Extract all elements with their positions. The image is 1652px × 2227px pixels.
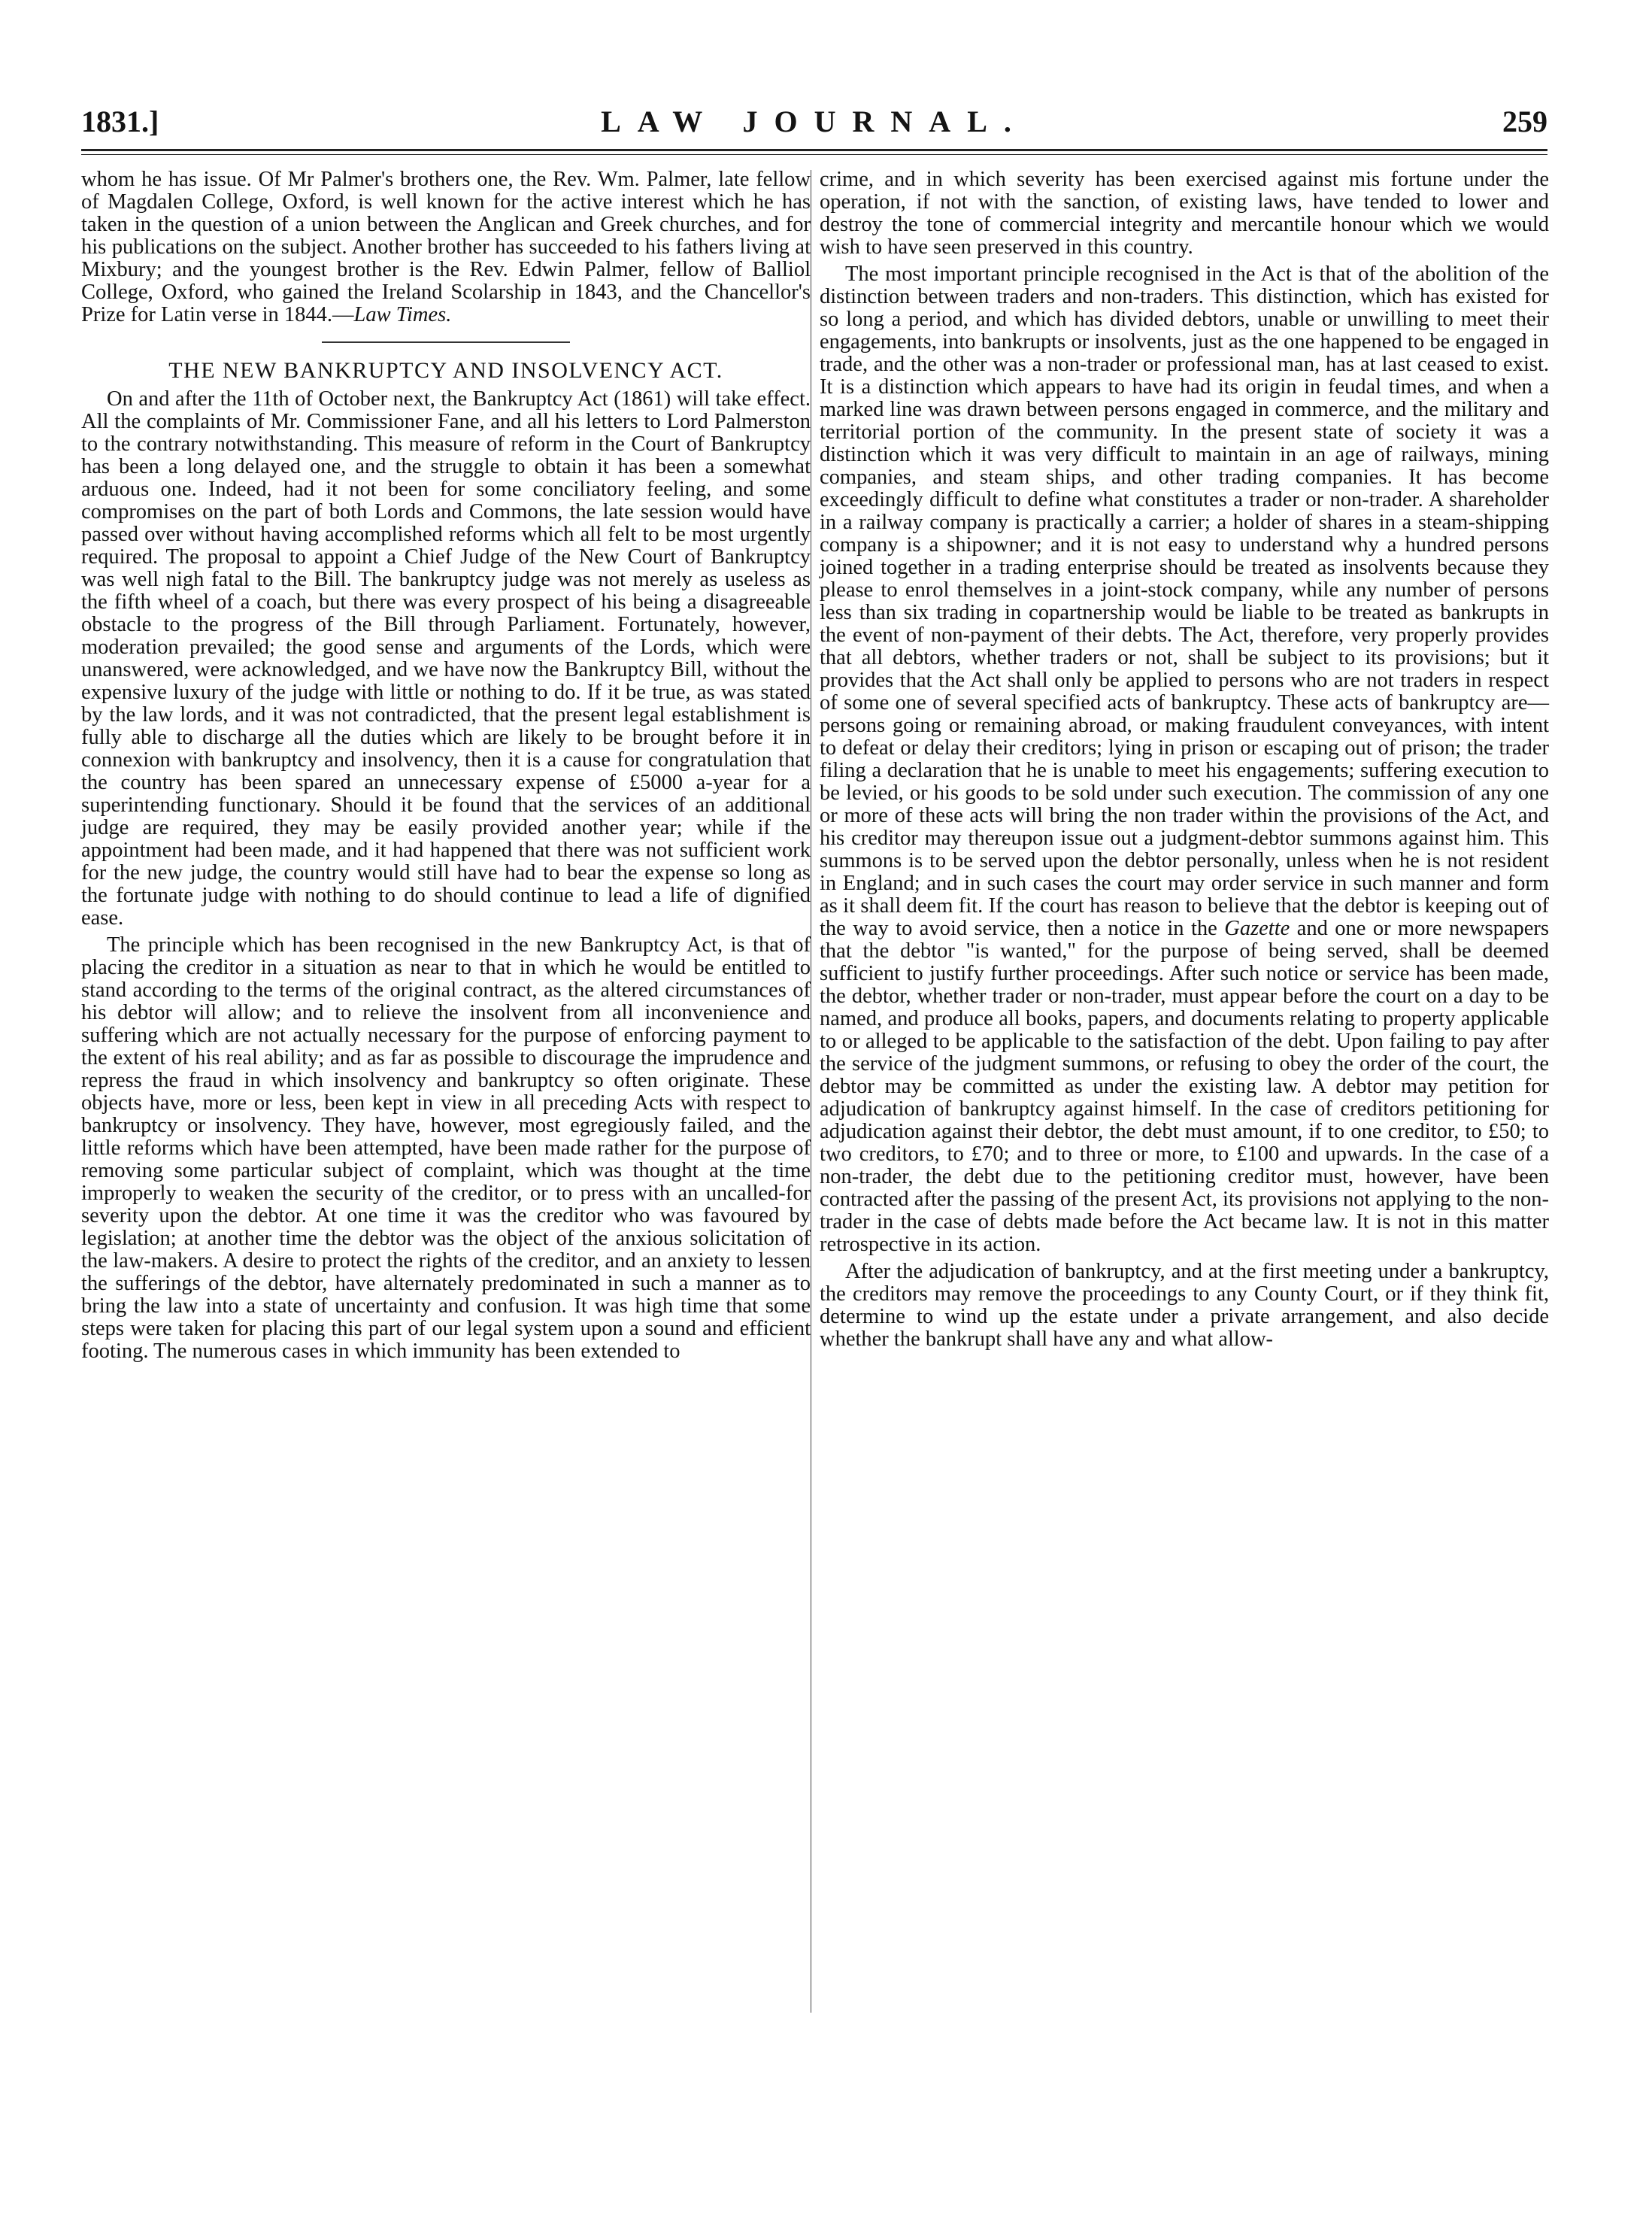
- article-paragraph: The principle which has been recognised in the new Bankruptcy Act, is that of placing the creditor in a situation as near to that in which he would be entitled to stand according to the terms of the original contract, as the altered circumstances of his debtor will allow; and to relieve the insolvent from all inconvenience and suffering which are not actually necessary for the purpose of enforcing payment to the extent of his real ability; and as far as possible to discourage the imprudence and repress the fraud in which insolvency and bankruptcy so often originate. These objects have, more or less, been kept in view in all preceding Acts with respect to bankruptcy or insolvency. They have, however, most egregiously failed, and the little reforms which have been attempted, have been made rather for the purpose of removing some particular subject of complaint, which was thought at the time improperly to weaken the security of the creditor, or to press with an uncalled-for severity upon the debtor. At one time it was the creditor who was favoured by legislation; at another time the debtor was the object of the anxious solicitation of the law-makers. A desire to protect the rights of the creditor, and an anxiety to lessen the sufferings of the debtor, have alternately predominated in such a manner as to bring the law into a state of uncertainty and confusion. It was high time that some steps were taken for placing this part of our legal system upon a sound and efficient footing. The numerous cases in which immunity has been extended to: [81, 933, 811, 1363]
- intro-source: Law Times.: [353, 303, 452, 326]
- article-paragraph: crime, and in which severity has been exercised against mis fortune under the operation, if not with the sanction, of existing laws, have tended to lower and destroy the tone of commercial integrity and mercantile honour which we would wish to have seen preserved in this country.: [820, 168, 1549, 259]
- section-divider: [322, 341, 570, 343]
- header-rule-thin: [81, 154, 1547, 155]
- page-number: 259: [1502, 105, 1547, 138]
- journal-title: LAW JOURNAL.: [601, 105, 1028, 138]
- paragraph-text: and one or more newspapers that the debtor "is wanted," for the purpose of being served, shall be deemed sufficient to justify further proceedings. After such notice or service has been made, the debtor, whether trader or non-trader, must appear before the court on a day to be named, and produce all books, papers, and documents relating to property applicable to or alleged to be applicable to the satisfaction of the debt. Upon failing to pay after the service of the judgment summons, or refusing to obey the order of the court, the debtor may be committed as under the existing law. A debtor may petition for adjudication of bankruptcy against himself. In the case of creditors petitioning for adjudication against their debtor, the debt must amount, if to one creditor, to £50; to two creditors, to £70; and to three or more, to £100 and upwards. In the case of a non-trader, the debt due to the petitioning creditor must, however, have been contracted after the passing of the present Act, its provisions not applying to the non-trader in the case of debts made before the Act became law. It is not in this matter retrospective in its action.: [820, 917, 1549, 1256]
- paragraph-text: The most important principle recognised in the Act is that of the abolition of the distinction between traders and non-traders. This distinction, which has existed for so long a period, and which has divided debtors, unable or unwilling to meet their engagements, into bankrupts or insolvents, just as the one happened to be engaged in trade, and the other was a non-trader or professional man, has at last ceased to exist. It is a distinction which appears to have had its origin in feudal times, and when a marked line was drawn between persons engaged in commerce, and the military and territorial portion of the community. In the present state of society it was a distinction which it was very difficult to maintain in an age of railways, mining companies, and steam ships, and other trading companies. It has become exceedingly difficult to define what constitutes a trader or non-trader. A shareholder in a railway company is practically a carrier; a holder of shares in a steam-shipping company is a shipowner; and it is not easy to understand why a hundred persons joined together in a trading enterprise should be treated as insolvents because they please to enrol themselves in a joint-stock company, while any number of persons less than six trading in copartnership would be liable to be treated as bankrupts in the event of non-payment of their debts. The Act, therefore, very properly provides that all debtors, whether traders or not, shall be subject to its provisions; but it provides that the Act shall only be applied to persons who are not traders in respect of some one of several specified acts of bankruptcy. These acts of bankruptcy are—persons going or remaining abroad, or making fraudulent conveyances, with intent to defeat or delay their creditors; lying in prison or escaping out of prison; the trader filing a declaration that he is unable to meet his engagements; suffering execution to be levied, or his goods to be sold under such execution. The commission of any one or more of these acts will bring the non trader within the provisions of the Act, and his creditor may thereupon issue out a judgment-debtor summons against him. This summons is to be served upon the debtor personally, unless when he is not resident in England; and in such cases the court may order service in such manner and form as it shall deem fit. If the court has reason to believe that the debtor is keeping out of the way to avoid service, then a notice in the: [820, 262, 1549, 940]
- article-paragraph: After the adjudication of bankruptcy, and at the first meeting under a bankruptcy, the creditors may remove the proceedings to any County Court, or if they think fit, determine to wind up the estate under a private arrangement, and also decide whether the bankrupt shall have any and what allow-: [820, 1260, 1549, 1351]
- header-year: 1831.]: [81, 105, 159, 138]
- article-paragraph: On and after the 11th of October next, the Bankruptcy Act (1861) will take effect. All the complaints of Mr. Commissioner Fane, and all his letters to Lord Palmerston to the contrary notwithstanding. This measure of reform in the Court of Bankruptcy has been a long delayed one, and the struggle to obtain it has been a somewhat arduous one. Indeed, had it not been for some conciliatory feeling, and some compromises on the part of both Lords and Commons, the late session would have passed over without having accomplished reforms which all felt to be most urgently required. The proposal to appoint a Chief Judge of the New Court of Bankruptcy was well nigh fatal to the Bill. The bankruptcy judge was not merely as useless as the fifth wheel of a coach, but there was every prospect of his being a disagreeable obstacle to the progress of the Bill through Parliament. Fortunately, however, moderation prevailed; the good sense and arguments of the Lords, which were unanswered, were acknowledged, and we have now the Bankruptcy Bill, without the expensive luxury of the judge with little or nothing to do. If it be true, as was stated by the law lords, and it was not contradicted, that the present legal establishment is fully able to discharge all the duties which are likely to be brought before it in connexion with bankruptcy and insolvency, then it is a cause for congratulation that the country has been spared an unnecessary expense of £5000 a-year for a superintending functionary. Should it be found that the services of an additional judge are required, they may be easily provided another year; while if the appointment had been made, and it had happened that there was not sufficient work for the new judge, the country would still have had to bear the expense so long as the fortunate judge with nothing to do should continue to lead a life of dignified ease.: [81, 387, 811, 930]
- intro-paragraph: [81, 168, 811, 326]
- intro-text: whom he has issue. Of Mr Palmer's brothers one, the Rev. Wm. Palmer, late fellow of Magdalen College, Oxford, is well known for the active interest which he has taken in the question of a union between the Anglican and Greek churches, and for his publications on the subject. Another brother has succeeded to his fathers living at Mixbury; and the youngest brother is the Rev. Edwin Palmer, fellow of Balliol College, Oxford, who gained the Ireland Scolarship in 1843, and the Chancellor's Prize for Latin verse in 1844.—: [81, 168, 811, 326]
- header-rule-thick: [81, 149, 1547, 151]
- left-column: [81, 168, 811, 1363]
- gazette-name: Gazette: [1224, 917, 1290, 940]
- running-header: [81, 99, 1547, 144]
- right-column: [820, 168, 1549, 1351]
- article-paragraph: [820, 263, 1549, 1256]
- article-title: THE NEW BANKRUPTCY AND INSOLVENCY ACT.: [168, 358, 723, 383]
